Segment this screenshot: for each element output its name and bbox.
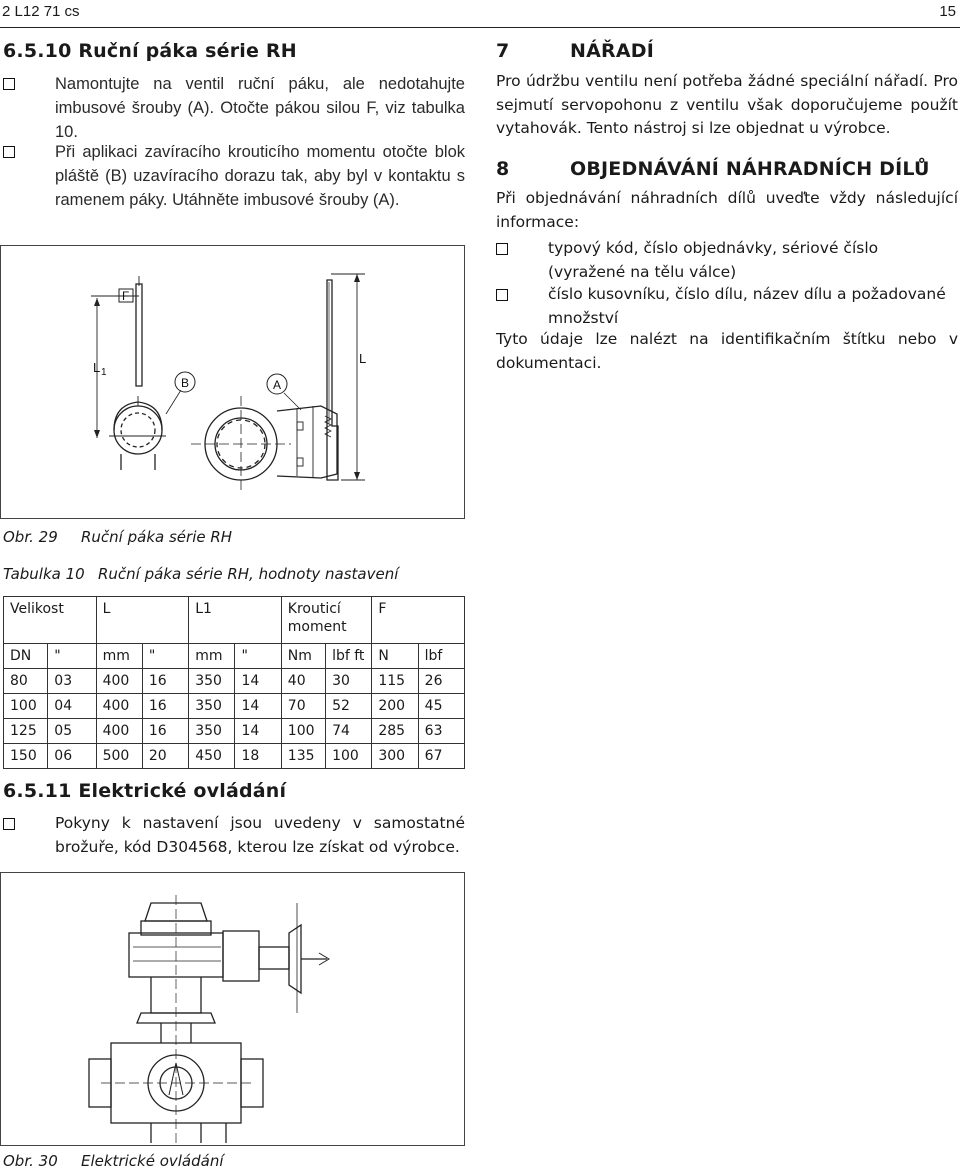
table-cell: 100 (4, 694, 48, 719)
checkbox-bullet-icon (496, 243, 508, 255)
figure-29-caption-text: Ruční páka série RH (81, 528, 233, 546)
settings-table (3, 596, 465, 769)
bullet-item (496, 283, 958, 330)
unit-cell: " (235, 644, 281, 669)
unit-cell: " (48, 644, 96, 669)
table-cell: 16 (142, 669, 188, 694)
electric-actuator-drawing (1, 873, 464, 1145)
table-cell: 45 (418, 694, 464, 719)
section-6-5-10-heading: 6.5.10 Ruční páka série RH (3, 40, 297, 62)
header-cell: Velikost (4, 597, 97, 644)
bullet-item (3, 72, 466, 144)
table-cell: 400 (96, 669, 142, 694)
table-cell: 100 (326, 744, 372, 769)
header-cell: L (96, 597, 189, 644)
label-F: F (122, 289, 130, 303)
table-cell: 125 (4, 719, 48, 744)
unit-cell: mm (96, 644, 142, 669)
table-cell: 16 (142, 694, 188, 719)
table-cell: 67 (418, 744, 464, 769)
table-cell: 400 (96, 694, 142, 719)
section-6-5-11-heading: 6.5.11 Elektrické ovládání (3, 780, 287, 802)
header-cell: Krouticí moment (281, 597, 372, 644)
label-L: L (359, 351, 367, 366)
table-cell: 115 (372, 669, 418, 694)
header-rule (0, 27, 960, 28)
bullet-item (3, 140, 466, 212)
table-cell: 18 (235, 744, 281, 769)
table-cell: 350 (189, 719, 235, 744)
table-cell: 14 (235, 719, 281, 744)
table-10-caption-number: Tabulka 10 (3, 565, 85, 583)
bullet-text: Namontujte na ventil ruční páku, ale nedotahujte imbusové šrouby (A). Otočte pákou silou F, viz tabulka 10. (55, 75, 465, 141)
table-header-row (4, 597, 465, 644)
label-L1: L (93, 360, 101, 375)
bullet-item (496, 237, 958, 284)
section-8-number: 8 (496, 158, 510, 180)
table-cell: 03 (48, 669, 96, 694)
table-cell: 14 (235, 694, 281, 719)
table-cell: 350 (189, 694, 235, 719)
unit-cell: lbf (418, 644, 464, 669)
table-cell: 100 (281, 719, 325, 744)
table-unit-row (4, 644, 465, 669)
label-B: B (181, 376, 190, 390)
table-cell: 05 (48, 719, 96, 744)
section-7-heading: NÁŘADÍ (570, 40, 654, 62)
table-row (4, 669, 465, 694)
table-row (4, 719, 465, 744)
table-cell: 350 (189, 669, 235, 694)
table-cell: 200 (372, 694, 418, 719)
figure-29-frame (0, 245, 465, 519)
table-row (4, 744, 465, 769)
bullet-text: Pokyny k nastavení jsou uvedeny v samostatné brožuře, kód D304568, kterou lze získat od výrobce. (55, 814, 465, 856)
checkbox-bullet-icon (3, 78, 15, 90)
table-row (4, 694, 465, 719)
unit-cell: lbf ft (326, 644, 372, 669)
table-cell: 63 (418, 719, 464, 744)
table-cell: 26 (418, 669, 464, 694)
table-cell: 14 (235, 669, 281, 694)
table-cell: 40 (281, 669, 325, 694)
table-cell: 74 (326, 719, 372, 744)
table-cell: 150 (4, 744, 48, 769)
bullet-text: číslo kusovníku, číslo dílu, název dílu a požadované množství (548, 285, 946, 327)
checkbox-bullet-icon (3, 818, 15, 830)
table-cell: 80 (4, 669, 48, 694)
figure-30-caption-text: Elektrické ovládání (81, 1152, 224, 1170)
label-L1-subscript: 1 (101, 367, 107, 378)
table-cell: 285 (372, 719, 418, 744)
unit-cell: N (372, 644, 418, 669)
bullet-text: typový kód, číslo objednávky, sériové číslo (vyražené na tělu válce) (548, 239, 879, 281)
table-cell: 135 (281, 744, 325, 769)
table-cell: 04 (48, 694, 96, 719)
header-cell: L1 (189, 597, 282, 644)
hand-lever-drawing (1, 246, 464, 518)
unit-cell: Nm (281, 644, 325, 669)
figure-30-caption-number: Obr. 30 (3, 1152, 58, 1170)
unit-cell: DN (4, 644, 48, 669)
figure-29-caption-number: Obr. 29 (3, 528, 58, 546)
table-cell: 16 (142, 719, 188, 744)
checkbox-bullet-icon (3, 146, 15, 158)
table-cell: 450 (189, 744, 235, 769)
header-cell: F (372, 597, 465, 644)
table-cell: 70 (281, 694, 325, 719)
table-cell: 500 (96, 744, 142, 769)
table-10-caption-text: Ruční páka série RH, hodnoty nastavení (98, 565, 399, 583)
section-7-number: 7 (496, 40, 510, 62)
page-number: 15 (939, 3, 956, 20)
bullet-text: Při aplikaci zavíracího krouticího momentu otočte blok pláště (B) uzavíracího dorazu tak, aby byl v kontaktu s ramenem páky. Utáhněte imbusové šrouby (A). (55, 143, 465, 209)
unit-cell: mm (189, 644, 235, 669)
table-cell: 06 (48, 744, 96, 769)
checkbox-bullet-icon (496, 289, 508, 301)
table-cell: 30 (326, 669, 372, 694)
page-header-doc-code: 2 L12 71 cs (2, 3, 80, 20)
table-cell: 20 (142, 744, 188, 769)
section-8-heading: OBJEDNÁVÁNÍ NÁHRADNÍCH DÍLŮ (570, 158, 930, 180)
section-7-text: Pro údržbu ventilu není potřeba žádné speciální nářadí. Pro sejmutí servopohonu z ventilu však doporučujeme použít vytahovák. Tento nástroj si lze objednat u výrobce. (496, 72, 958, 137)
table-cell: 300 (372, 744, 418, 769)
unit-cell: " (142, 644, 188, 669)
figure-30-frame (0, 872, 465, 1146)
section-8-outro: Tyto údaje lze nalézt na identifikačním štítku nebo v dokumentaci. (496, 330, 958, 372)
section-8-intro: Při objednávání náhradních dílů uveďte vždy následující informace: (496, 189, 958, 231)
table-cell: 400 (96, 719, 142, 744)
table-cell: 52 (326, 694, 372, 719)
bullet-item (3, 812, 466, 859)
label-A: A (273, 378, 282, 392)
